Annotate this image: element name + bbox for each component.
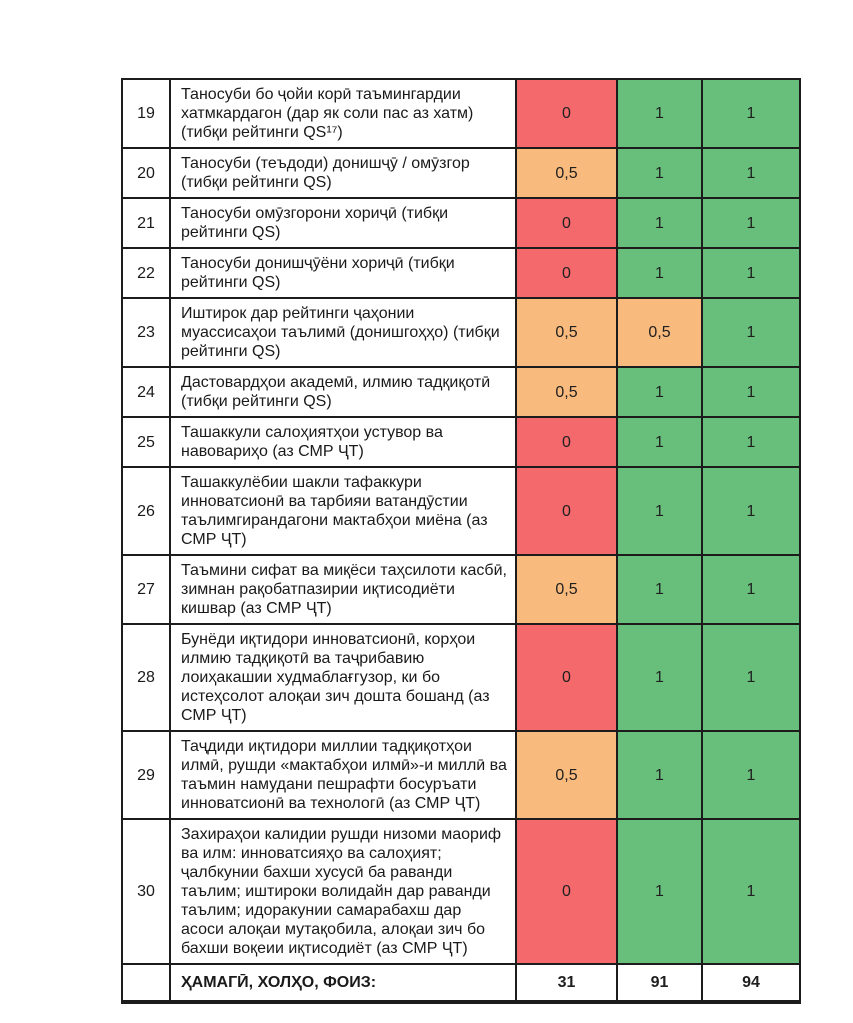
row-description-cell: Таъмини сифат ва миқёси таҳсилоти касбӣ, зимнан рақобатпазирии иқтисодиёти кишвар (аз СМР ҶТ) [170,555,516,624]
score-cell: 1 [617,731,702,819]
score-cell: 0,5 [516,298,617,367]
row-description-cell: Иштирок дар рейтинги ҷаҳонии муассисаҳои таълимӣ (донишгоҳҳо) (тибқи рейтинги QS) [170,298,516,367]
row-number-cell: 19 [122,79,170,148]
score-cell: 1 [702,198,800,248]
total-value: 31 [516,964,617,1002]
score-cell: 1 [617,624,702,731]
table-row [122,198,800,248]
score-cell: 1 [702,148,800,198]
row-description-cell: Таносуби донишҷӯёни хориҷӣ (тибқи рейтинги QS) [170,248,516,298]
score-cell: 1 [617,367,702,417]
score-cell: 0,5 [516,148,617,198]
row-number-cell: 20 [122,148,170,198]
score-cell: 0 [516,79,617,148]
score-cell: 1 [702,417,800,467]
score-cell: 1 [702,298,800,367]
row-description-cell: Таҷдиди иқтидори миллии тадқиқотҳои илмӣ, рушди «мактабҳои илмӣ»-и миллӣ ва таъмин намудани пешрафти босуръати инноватсионӣ ва технологӣ (аз СМР ҶТ) [170,731,516,819]
table-row [122,624,800,731]
score-cell: 0 [516,819,617,964]
row-description-cell: Таносуби бо ҷойи корӣ таъмингардии хатмкардагон (дар як соли пас аз хатм) (тибқи рейтинги QS¹⁷) [170,79,516,148]
row-number-cell: 29 [122,731,170,819]
total-row [122,964,800,1002]
score-cell: 1 [702,555,800,624]
total-label: ҲАМАГӢ, ХОЛҲО, ФОИЗ: [170,964,516,1002]
table-row [122,731,800,819]
score-cell: 1 [617,248,702,298]
table-row [122,417,800,467]
score-cell: 0 [516,467,617,555]
score-cell: 0,5 [516,731,617,819]
score-cell: 1 [702,79,800,148]
table-row [122,819,800,964]
total-value: 94 [702,964,800,1002]
scores-table-container [121,78,801,1004]
score-cell: 1 [617,555,702,624]
score-cell: 0 [516,248,617,298]
table-row [122,555,800,624]
row-description-cell: Таносуби омӯзгорони хориҷӣ (тибқи рейтинги QS) [170,198,516,248]
score-cell: 1 [617,198,702,248]
score-cell: 1 [702,624,800,731]
table-row [122,148,800,198]
table-row [122,367,800,417]
table-row [122,79,800,148]
score-cell: 1 [702,367,800,417]
score-cell: 0 [516,417,617,467]
total-number-cell [122,964,170,1002]
row-number-cell: 30 [122,819,170,964]
row-number-cell: 26 [122,467,170,555]
score-cell: 1 [702,819,800,964]
table-row [122,298,800,367]
score-cell: 0,5 [617,298,702,367]
score-cell: 0,5 [516,555,617,624]
row-number-cell: 28 [122,624,170,731]
score-cell: 1 [702,731,800,819]
score-cell: 1 [617,819,702,964]
score-cell: 0,5 [516,367,617,417]
score-cell: 1 [702,248,800,298]
total-value: 91 [617,964,702,1002]
row-description-cell: Ташаккули салоҳиятҳои устувор ва навовариҳо (аз СМР ҶТ) [170,417,516,467]
score-cell: 1 [617,417,702,467]
row-description-cell: Дастовардҳои академӣ, илмию тадқиқотӣ (тибқи рейтинги QS) [170,367,516,417]
table-row [122,248,800,298]
row-description-cell: Таносуби (теъдоди) донишҷӯ / омӯзгор (тибқи рейтинги QS) [170,148,516,198]
table-row [122,467,800,555]
row-description-cell: Ташаккулёбии шакли тафаккури инноватсионӣ ва тарбияи ватандӯстии таълимгирандагони мактабҳои миёна (аз СМР ҶТ) [170,467,516,555]
row-number-cell: 21 [122,198,170,248]
row-number-cell: 27 [122,555,170,624]
score-cell: 1 [617,148,702,198]
score-cell: 1 [617,467,702,555]
score-cell: 1 [702,467,800,555]
score-cell: 1 [617,79,702,148]
row-description-cell: Бунёди иқтидори инноватсионӣ, корҳои илмию тадқиқотӣ ва таҷрибавию лоиҳакашии худмаблағгузор, ки бо истеҳсолот алоқаи зич дошта бошанд (аз СМР ҶТ) [170,624,516,731]
scores-table [121,78,801,1004]
row-number-cell: 22 [122,248,170,298]
score-cell: 0 [516,198,617,248]
row-number-cell: 24 [122,367,170,417]
row-number-cell: 23 [122,298,170,367]
row-number-cell: 25 [122,417,170,467]
row-description-cell: Захираҳои калидии рушди низоми маориф ва илм: инноватсияҳо ва салоҳият; ҷалбкунии бахши хусусӣ ба раванди таълим; иштироки волидайн дар раванди таълим; идоракунии самарабахш дар асоси алоқаи мутақобила, алоқаи зич бо бахши воқеии иқтисодиёт (аз СМР ҶТ) [170,819,516,964]
score-cell: 0 [516,624,617,731]
